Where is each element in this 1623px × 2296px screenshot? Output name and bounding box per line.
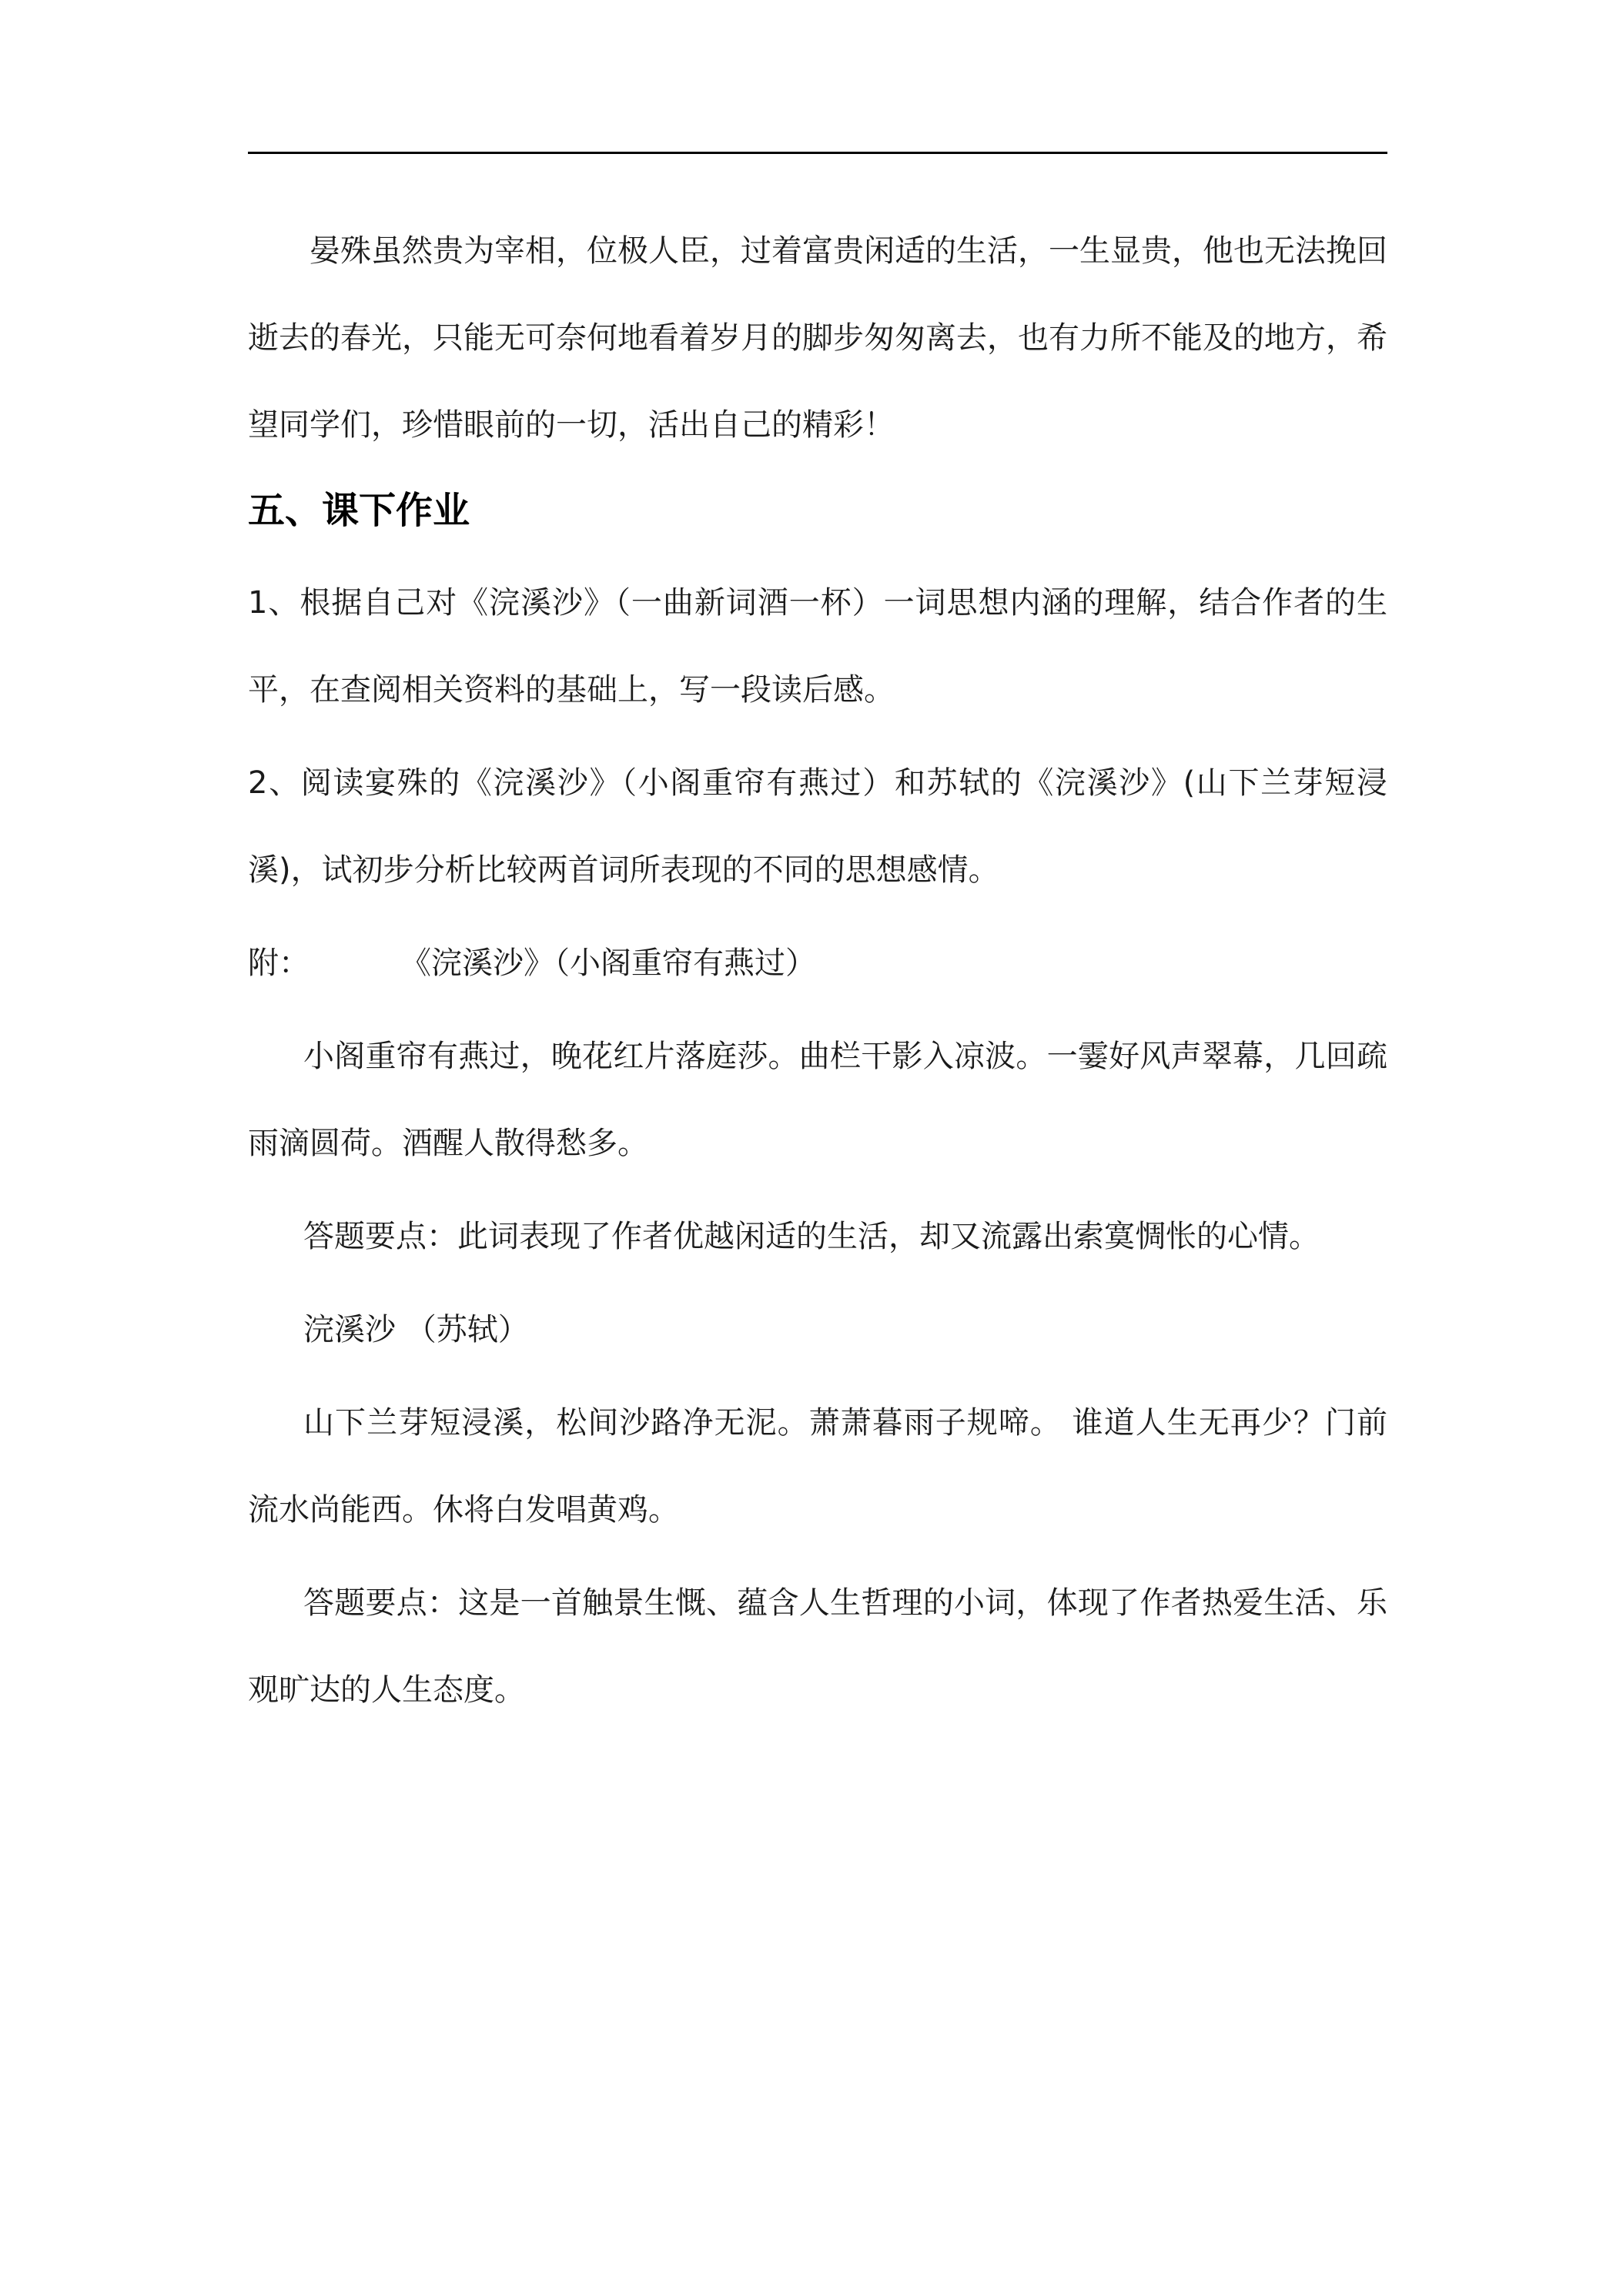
appendix-label: 附： <box>248 946 310 981</box>
poem2-title: 浣溪沙 （苏轼） <box>303 1312 529 1347</box>
appendix-poem1-title: 《浣溪沙》（小阁重帘有燕过） <box>400 946 816 981</box>
section-heading: 五、课下作业 <box>248 489 470 532</box>
poem1-answer: 答题要点：此词表现了作者优越闲适的生活，却又流露出索寞惆怅的心情。 <box>303 1219 1320 1254</box>
summary-paragraph: 晏殊虽然贵为宰相，位极人臣，过着富贵闲适的生活，一生显贵，他也无法挽回逝去的春光，只能无可奈何地看着岁月的脚步匆匆离去，也有力所不能及的地方，希望同学们，珍惜眼前的一切，活出自己的精彩！ <box>248 233 1387 443</box>
poem2-answer: 答题要点：这是一首触景生慨、蕴含人生哲理的小词，体现了作者热爱生活、乐观旷达的人生态度。 <box>248 1585 1387 1708</box>
poem1-text: 小阁重帘有燕过，晚花红片落庭莎。曲栏干影入凉波。一霎好风声翠幕，几回疏雨滴圆荷。酒醒人散得愁多。 <box>248 1039 1387 1161</box>
poem2-text: 山下兰芽短浸溪，松间沙路净无泥。萧萧暮雨子规啼。 谁道人生无再少？门前流水尚能西。休将白发唱黄鸡。 <box>248 1405 1387 1528</box>
page-content <box>248 208 1387 1734</box>
appendix-line <box>248 920 1387 1007</box>
homework-item-1: 1、根据自己对《浣溪沙》（一曲新词酒一杯）一词思想内涵的理解，结合作者的生平，在查阅相关资料的基础上，写一段读后感。 <box>248 585 1387 708</box>
header-rule <box>248 152 1387 154</box>
homework-item-2: 2、阅读宴殊的《浣溪沙》（小阁重帘有燕过）和苏轼的《浣溪沙》(山下兰芽短浸溪)，试初步分析比较两首词所表现的不同的思想感情。 <box>248 765 1387 888</box>
